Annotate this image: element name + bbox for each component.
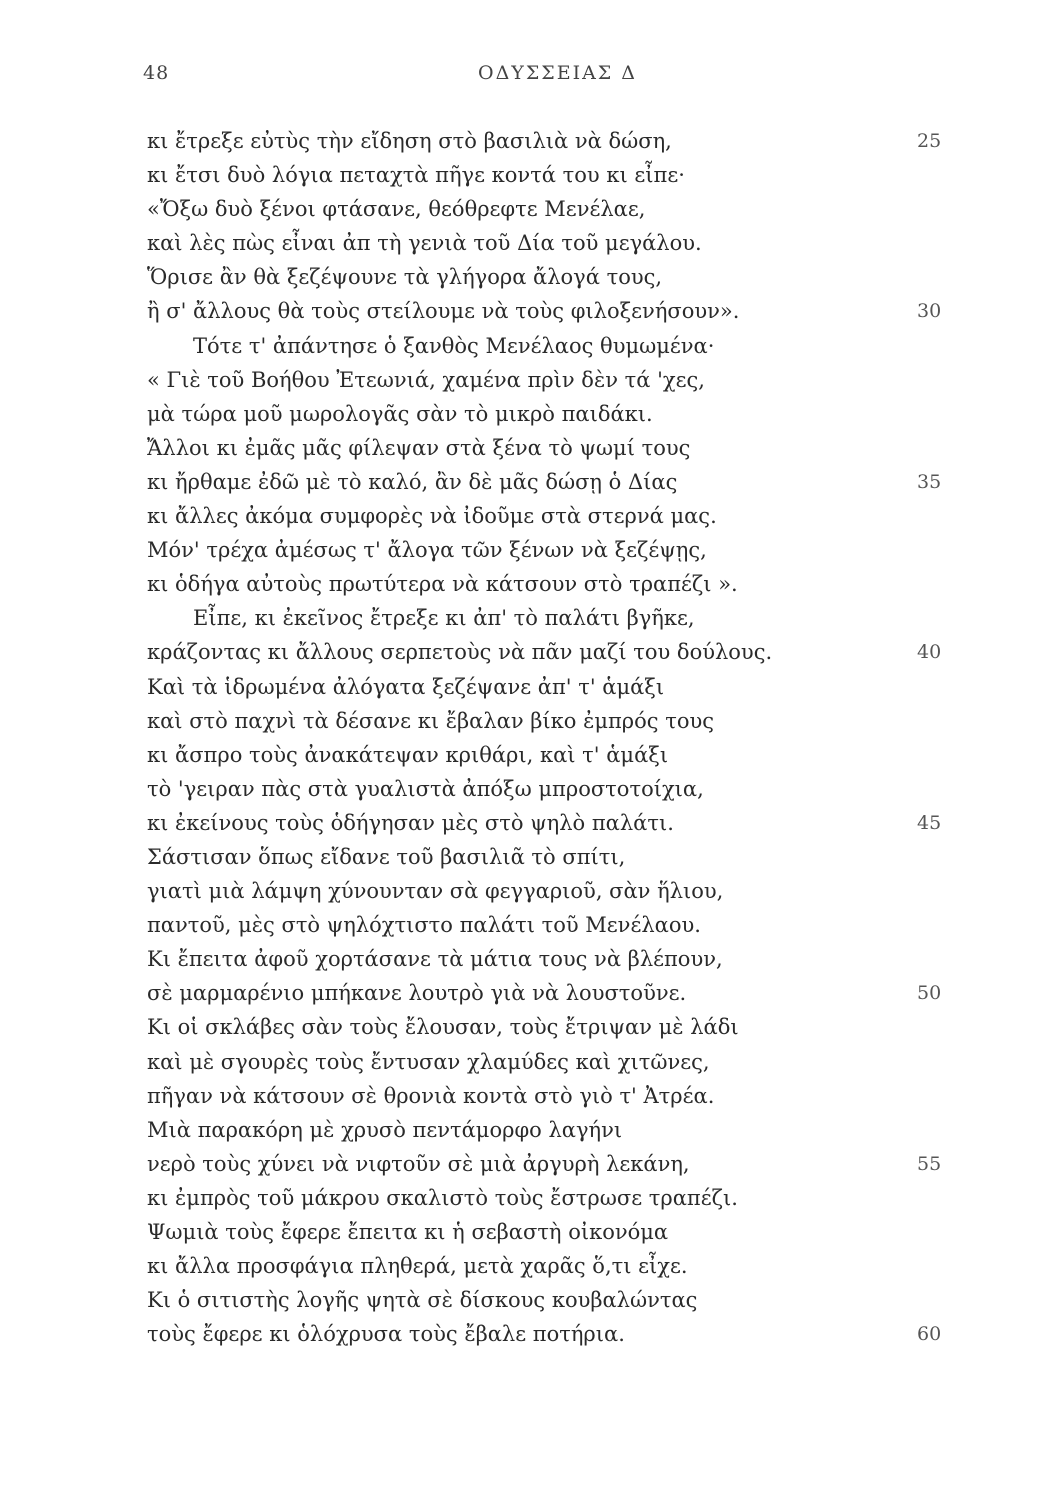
verse-line — [0, 294, 1062, 328]
verse-text: Σάστισαν ὅπως εἴδανε τοῦ βασιλιᾶ τὸ σπίτι, — [147, 844, 626, 869]
verse-line — [0, 1147, 1062, 1181]
verse-text: καὶ στὸ παχνὶ τὰ δέσανε κι ἔβαλαν βίκο ἐμπρός τους — [147, 708, 715, 733]
verse-line — [0, 635, 1062, 669]
verse-text: « Γιὲ τοῦ Βοήθου Ἐτεωνιά, χαμένα πρὶν δὲν τά 'χες, — [147, 367, 705, 392]
verse-text: Μιὰ παρακόρη μὲ χρυσὸ πεντάμορφο λαγήνι — [147, 1117, 623, 1142]
verse-text: Τότε τ' ἀπάντησε ὁ ξανθὸς Μενέλαος θυμωμένα· — [193, 333, 715, 358]
verse-text: καὶ λὲς πὼς εἶναι ἀπ τὴ γενιὰ τοῦ Δία τοῦ μεγάλου. — [147, 231, 702, 256]
page-header — [0, 62, 1062, 92]
verse-text: κι ὁδήγα αὐτοὺς πρωτύτερα νὰ κάτσουν στὸ τραπέζι ». — [147, 572, 738, 597]
verse-line — [0, 1215, 1062, 1249]
page-number: 48 — [143, 62, 170, 84]
verse-line — [0, 704, 1062, 738]
verse-text: μὰ τώρα μοῦ μωρολογᾶς σὰν τὸ μικρὸ παιδάκι. — [147, 401, 653, 426]
poem-text — [0, 124, 1062, 1351]
verse-line — [0, 806, 1062, 840]
verse-text: καὶ μὲ σγουρὲς τοὺς ἔντυσαν χλαμύδες καὶ χιτῶνες, — [147, 1049, 710, 1074]
verse-text: κι ἐμπρὸς τοῦ μάκρου σκαλιστὸ τοὺς ἔστρωσε τραπέζι. — [147, 1185, 738, 1210]
verse-line — [0, 226, 1062, 260]
verse-line — [0, 1045, 1062, 1079]
verse-line — [0, 840, 1062, 874]
verse-text: Ἄλλοι κι ἐμᾶς μᾶς φίλεψαν στὰ ξένα τὸ ψωμί τους — [147, 435, 691, 460]
verse-text: κι ἄσπρο τοὺς ἀνακάτεψαν κριθάρι, καὶ τ' ἁμάξι — [147, 742, 669, 767]
verse-line — [0, 601, 1062, 635]
verse-line — [0, 908, 1062, 942]
line-number: 35 — [917, 470, 942, 493]
verse-line — [0, 1079, 1062, 1113]
verse-text: Ὅρισε ἂν θὰ ξεζέψουνε τὰ γλήγορα ἄλογά τους, — [147, 265, 663, 290]
verse-line — [0, 329, 1062, 363]
verse-line — [0, 942, 1062, 976]
verse-line — [0, 397, 1062, 431]
verse-line — [0, 976, 1062, 1010]
verse-text: τὸ 'γειραν πὰς στὰ γυαλιστὰ ἀπόξω μπροστοτοίχια, — [147, 776, 704, 801]
line-number: 55 — [917, 1152, 942, 1175]
verse-text: «Ὄξω δυὸ ξένοι φτάσανε, θεόθρεφτε Μενέλαε, — [147, 197, 646, 222]
verse-text: τοὺς ἔφερε κι ὁλόχρυσα τοὺς ἔβαλε ποτήρια. — [147, 1322, 625, 1347]
verse-line — [0, 1317, 1062, 1351]
verse-line — [0, 874, 1062, 908]
line-number: 50 — [917, 982, 942, 1005]
verse-line — [0, 465, 1062, 499]
verse-line — [0, 124, 1062, 158]
running-title: ΟΔΥΣΣΕΙΑΣ Δ — [478, 62, 637, 84]
line-number: 60 — [917, 1323, 942, 1346]
verse-text: Κι ὁ σιτιστὴς λογῆς ψητὰ σὲ δίσκους κουβαλώντας — [147, 1288, 698, 1313]
verse-line — [0, 1113, 1062, 1147]
verse-line — [0, 670, 1062, 704]
verse-text: Κι οἱ σκλάβες σὰν τοὺς ἔλουσαν, τοὺς ἔτριψαν μὲ λάδι — [147, 1015, 739, 1040]
verse-line — [0, 772, 1062, 806]
line-number: 40 — [917, 641, 942, 664]
verse-text: Μόν' τρέχα ἀμέσως τ' ἄλογα τῶν ξένων νὰ ξεζέψῃς, — [147, 538, 707, 563]
verse-line — [0, 1010, 1062, 1044]
verse-line — [0, 1249, 1062, 1283]
verse-text: Κι ἔπειτα ἀφοῦ χορτάσανε τὰ μάτια τους νὰ βλέπουν, — [147, 947, 723, 972]
verse-line — [0, 533, 1062, 567]
verse-line — [0, 1283, 1062, 1317]
verse-text: πῆγαν νὰ κάτσουν σὲ θρονιὰ κοντὰ στὸ γιὸ τ' Ἀτρέα. — [147, 1083, 715, 1108]
verse-text: Καὶ τὰ ἱδρωμένα ἀλόγατα ξεζέψανε ἀπ' τ' ἁμάξι — [147, 674, 665, 699]
verse-text: κράζοντας κι ἄλλους σερπετοὺς νὰ πᾶν μαζί του δούλους. — [147, 640, 773, 665]
verse-text: κι ἄλλα προσφάγια πληθερά, μετὰ χαρᾶς ὅ,τι εἶχε. — [147, 1254, 688, 1279]
verse-line — [0, 1181, 1062, 1215]
line-number: 25 — [917, 130, 942, 152]
verse-line — [0, 260, 1062, 294]
verse-text: κι ἄλλες ἀκόμα συμφορὲς νὰ ἰδοῦμε στὰ στερνά μας. — [147, 504, 717, 529]
verse-text: κι ἔτσι δυὸ λόγια πεταχτὰ πῆγε κοντά του κι εἶπε· — [147, 163, 685, 188]
verse-line — [0, 363, 1062, 397]
verse-text: κι ἔτρεξε εὐτὺς τὴν εἴδηση στὸ βασιλιὰ νὰ δώση, — [147, 129, 672, 153]
verse-text: Εἶπε, κι ἐκεῖνος ἔτρεξε κι ἀπ' τὸ παλάτι βγῆκε, — [193, 606, 695, 631]
verse-text: σὲ μαρμαρένιο μπήκανε λουτρὸ γιὰ νὰ λουστοῦνε. — [147, 981, 687, 1006]
verse-line — [0, 738, 1062, 772]
verse-text: γιατὶ μιὰ λάμψη χύνουνταν σὰ φεγγαριοῦ, σὰν ἥλιου, — [147, 879, 724, 904]
verse-line — [0, 567, 1062, 601]
verse-text: παντοῦ, μὲς στὸ ψηλόχτιστο παλάτι τοῦ Μενέλαου. — [147, 913, 701, 938]
line-number: 30 — [917, 300, 942, 323]
verse-text: κι ἤρθαμε ἐδῶ μὲ τὸ καλό, ἂν δὲ μᾶς δώσῃ ὁ Δίας — [147, 469, 678, 494]
verse-line — [0, 431, 1062, 465]
verse-line — [0, 192, 1062, 226]
line-number: 45 — [917, 811, 942, 834]
verse-text: νερὸ τοὺς χύνει νὰ νιφτοῦν σὲ μιὰ ἀργυρὴ λεκάνη, — [147, 1151, 690, 1176]
verse-text: Ψωμιὰ τοὺς ἔφερε ἔπειτα κι ἡ σεβαστὴ οἰκονόμα — [147, 1220, 669, 1244]
verse-line — [0, 158, 1062, 192]
verse-text: κι ἐκείνους τοὺς ὁδήγησαν μὲς στὸ ψηλὸ παλάτι. — [147, 810, 674, 835]
verse-line — [0, 499, 1062, 533]
verse-text: ἢ σ' ἄλλους θὰ τοὺς στείλουμε νὰ τοὺς φιλοξενήσουν». — [147, 299, 740, 324]
